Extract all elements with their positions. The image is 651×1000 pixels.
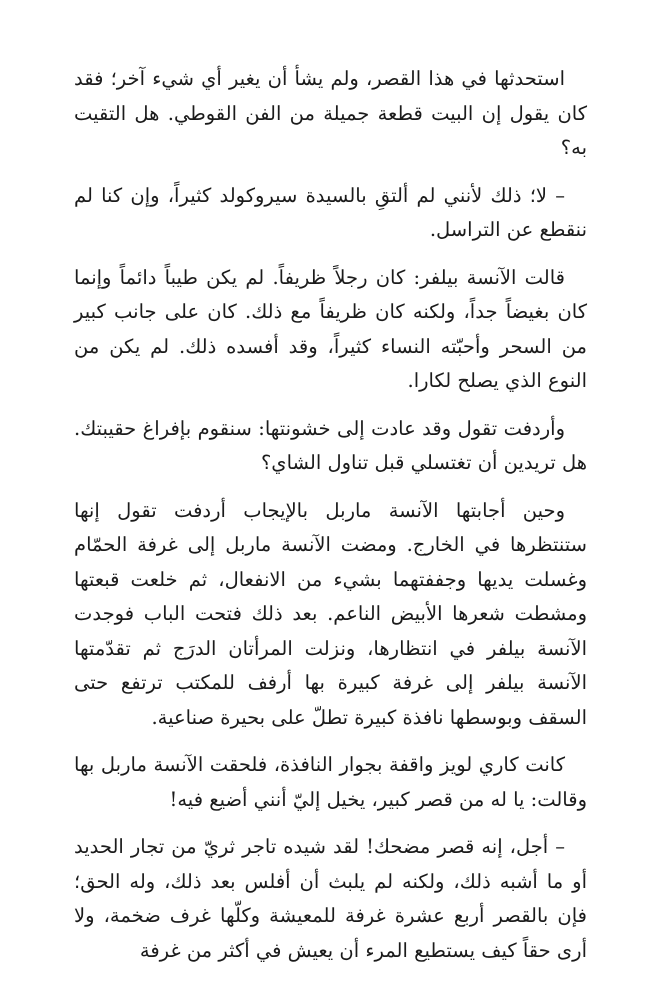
book-page [74, 62, 587, 981]
paragraph-1: استحدثها في هذا القصر، ولم يشأ أن يغير أي شيء آخر؛ فقد كان يقول إن البيت قطعة جميلة من الفن القوطي. هل التقيت به؟ [74, 67, 587, 159]
paragraph-6: كانت كاري لويز واقفة بجوار النافذة، فلحقت الآنسة ماربل بها وقالت: يا له من قصر كبير، يخيل إليّ أنني أضيع فيه! [74, 753, 587, 811]
paragraph-7: – أجل، إنه قصر مضحك! لقد شيده تاجر ثريّ من تجار الحديد أو ما أشبه ذلك، ولكنه لم يلبث أن أفلس بعد ذلك، وله الحق؛ فإن بالقصر أربع عشرة غرفة للمعيشة وكلّها غرف ضخمة، ولا أرى حقاً كيف يستطيع المرء أن يعيش في أكثر من غرفة [74, 835, 587, 962]
paragraph-2: – لا؛ ذلك لأنني لم ألتقِ بالسيدة سيروكولد كثيراً، وإن كنا لم ننقطع عن التراسل. [74, 183, 587, 241]
paragraph-4: وأردفت تقول وقد عادت إلى خشونتها: سنقوم بإفراغ حقيبتك. هل تريدين أن تغتسلي قبل تناول الشاي؟ [74, 416, 587, 474]
paragraph-5: وحين أجابتها الآنسة ماربل بالإيجاب أردفت تقول إنها ستنتظرها في الخارج. ومضت الآنسة ماربل إلى غرفة الحمّام وغسلت يديها وجففتهما بشيء من الانفعال، ثم خلعت قبعتها ومشطت شعرها الأبيض الناعم. بعد ذلك فتحت الباب فوجدت الآنسة بيلفر في انتظارها، ونزلت المرأتان الدرَج ثم تقدّمتها الآنسة بيلفر إلى غرفة كبيرة بها أرفف للمكتب ترتفع حتى السقف وبوسطها نافذة كبيرة تطلّ على بحيرة صناعية. [74, 498, 587, 729]
paragraph-3: قالت الآنسة بيلفر: كان رجلاً ظريفاً. لم يكن طيباً دائماً وإنما كان بغيضاً جداً، ولكنه كان ظريفاً مع ذلك. كان على جانب كبير من السحر وأحبّته النساء كثيراً، وقد أفسده ذلك. لم يكن من النوع الذي يصلح لكارا. [74, 265, 587, 392]
